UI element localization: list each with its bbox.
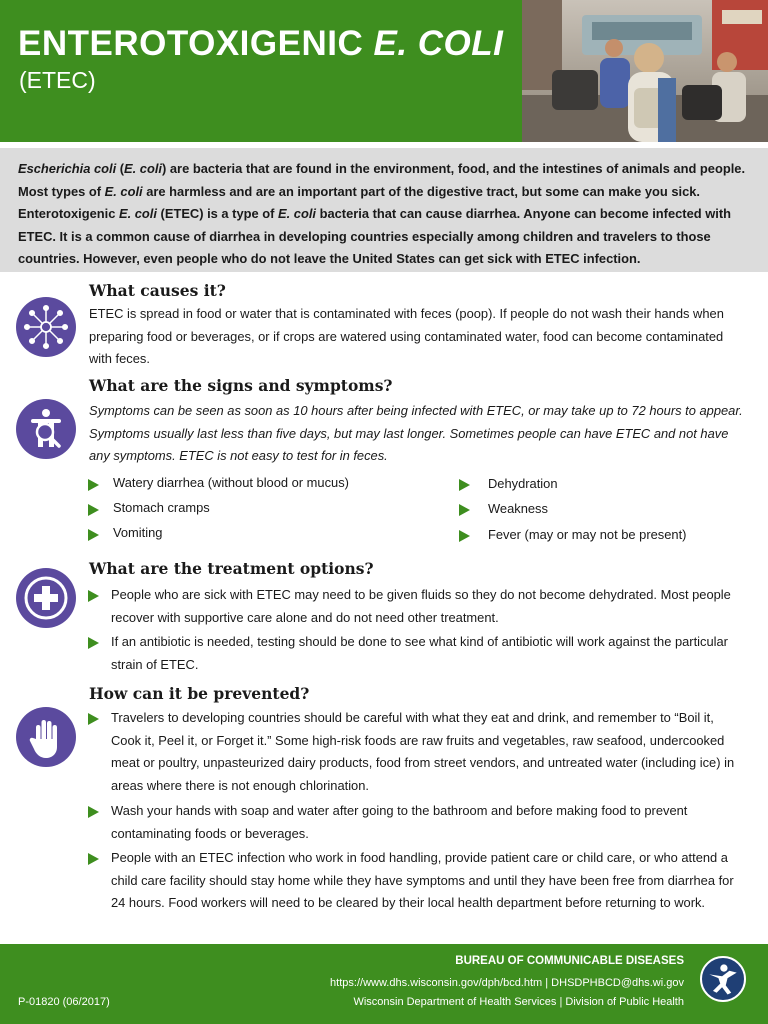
- treatment-item: People who are sick with ETEC may need to be given fluids so they do not become dehydrated. Most people recover with supportive care alone and do not need other treatment.: [111, 587, 731, 625]
- symptom-item: Watery diarrhea (without blood or mucus): [113, 475, 349, 490]
- section-title-treatment: What are the treatment options?: [89, 559, 374, 578]
- section-title-symptoms: What are the signs and symptoms?: [89, 376, 393, 395]
- bullet-icon: [88, 479, 99, 491]
- symptom-item: Vomiting: [113, 525, 163, 540]
- magnifier-person-icon: [16, 399, 76, 459]
- page-subtitle: (ETEC): [19, 67, 96, 93]
- intro-text-segment: (: [116, 161, 125, 176]
- intro-text-segment: E. coli: [119, 206, 157, 221]
- intro-text-segment: are harmless and are an important part of the digestive tract, but some can make you sick. Enterotoxigenic: [18, 183, 700, 221]
- prevention-item: Travelers to developing countries should be careful with what they eat and drink, and remember to “Boil it, Cook it, Peel it, or Forget it.” Some high-risk foods are raw fruits and vegetables, raw seafood, undercooked meat or poultry, unpasteurized dairy products, food from street vendors, and untreated water (including ice) in areas where there is not enough chlorination.: [111, 710, 735, 793]
- bullet-icon: [88, 590, 99, 602]
- page-title: ENTEROTOXIGENIC E. COLI: [18, 24, 504, 63]
- symptom-item: Stomach cramps: [113, 500, 210, 515]
- symptom-item: Fever (may or may not be present): [488, 527, 687, 542]
- prevention-item: People with an ETEC infection who work in food handling, provide patient care or child care, or who attend a child care facility should stay home while they have symptoms and until they have been free from diarrhea for 24 hours. Food workers will need to be cleared by their local health department before returning to work.: [111, 850, 734, 910]
- header-banner: [0, 0, 768, 142]
- wisconsin-dhs-logo: [700, 956, 746, 1002]
- intro-text-segment: (ETEC) is a type of: [156, 206, 279, 221]
- symptom-item: Dehydration: [488, 476, 558, 491]
- bacteria-spread-icon: [16, 297, 76, 357]
- prevention-item: Wash your hands with soap and water after going to the bathroom and before making food to prevent contaminating foods or beverages.: [111, 803, 688, 841]
- header-photo: [522, 0, 768, 142]
- intro-text-segment: Escherichia coli: [18, 161, 117, 176]
- bullet-icon: [88, 637, 99, 649]
- footer-bureau: BUREAU OF COMMUNICABLE DISEASES: [455, 955, 684, 967]
- intro-text-segment: E. coli: [278, 206, 316, 221]
- intro-text-segment: ) are bacteria that are found in the environment, food, and the intestines of animals and people. Most types of: [18, 161, 746, 199]
- intro-text-segment: E. coli: [104, 183, 143, 199]
- causes-text: ETEC is spread in food or water that is contaminated with feces (poop). If people do not wash their hands when preparing food or beverages, or if crops are watered using contaminated water, food can become contaminated with feces.: [89, 306, 724, 366]
- bullet-icon: [88, 806, 99, 818]
- bullet-icon: [88, 529, 99, 541]
- medical-cross-icon: [16, 568, 76, 628]
- footer-department: Wisconsin Department of Health Services | Division of Public Health: [353, 996, 684, 1008]
- bullet-icon: [459, 504, 470, 516]
- bullet-icon: [88, 504, 99, 516]
- intro-paragraph: [0, 148, 768, 272]
- section-title-prevention: How can it be prevented?: [89, 684, 310, 703]
- stop-hand-icon: [16, 707, 76, 767]
- intro-text-segment: bacteria that can cause diarrhea. Anyone can become infected with ETEC. It is a common cause of diarrhea in developing countries especially among children and travelers to those countries. However, even people who do not leave the United States can get sick with ETEC infection.: [18, 206, 732, 266]
- bullet-icon: [88, 713, 99, 725]
- intro-text-segment: E. coli: [124, 161, 163, 176]
- treatment-item: If an antibiotic is needed, testing should be done to see what kind of antibiotic will work against the particular strain of ETEC.: [111, 634, 728, 672]
- footer: [0, 944, 768, 1024]
- footer-contact-link[interactable]: https://www.dhs.wisconsin.gov/dph/bcd.htm | DHSDPHBCD@dhs.wi.gov: [330, 977, 684, 989]
- bullet-icon: [459, 479, 470, 491]
- bullet-icon: [459, 530, 470, 542]
- publication-code: P-01820 (06/2017): [18, 996, 110, 1008]
- section-title-causes: What causes it?: [89, 281, 226, 300]
- symptom-item: Weakness: [488, 501, 548, 516]
- bullet-icon: [88, 853, 99, 865]
- symptoms-text: Symptoms can be seen as soon as 10 hours after being infected with ETEC, or may take up to 72 hours to appear. Symptoms usually last less than five days, but may last longer. Sometimes people can have ETEC and not have any symptoms. ETEC is not easy to test for in feces.: [89, 403, 743, 463]
